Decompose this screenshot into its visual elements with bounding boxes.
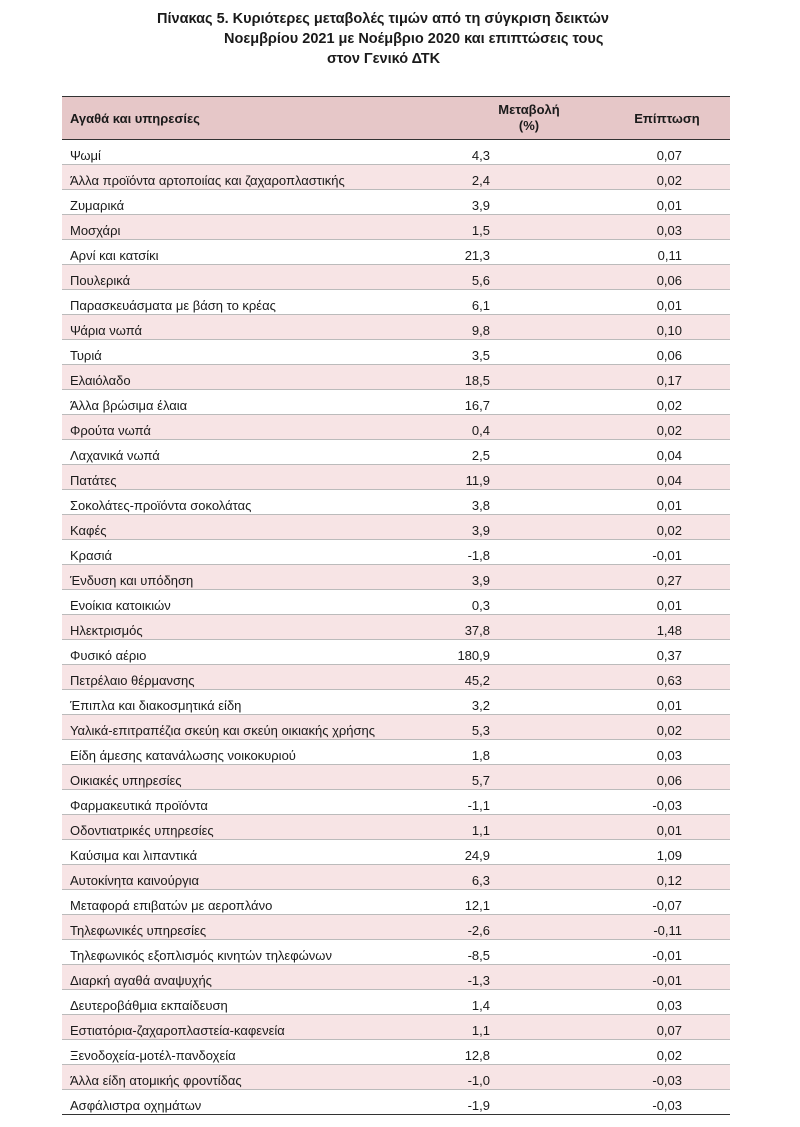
table-row	[62, 465, 730, 490]
row-item: Τυριά	[62, 340, 422, 365]
row-item: Κρασιά	[62, 540, 422, 565]
row-change: 1,5	[422, 215, 594, 240]
row-item: Λαχανικά νωπά	[62, 440, 422, 465]
row-change: 37,8	[422, 615, 594, 640]
table-row	[62, 490, 730, 515]
row-impact: 0,02	[594, 515, 730, 540]
row-item: Ξενοδοχεία-μοτέλ-πανδοχεία	[62, 1040, 422, 1065]
row-change: 3,2	[422, 690, 594, 715]
table-row	[62, 1065, 730, 1090]
table-row	[62, 815, 730, 840]
table-row	[62, 715, 730, 740]
table-row	[62, 915, 730, 940]
header-change-label: Μεταβολή	[498, 102, 560, 117]
row-change: -1,3	[422, 965, 594, 990]
table-row	[62, 965, 730, 990]
title-line-1: Πίνακας 5. Κυριότερες μεταβολές τιμών από τη σύγκριση δεικτών	[157, 11, 609, 27]
row-item: Άλλα είδη ατομικής φροντίδας	[62, 1065, 422, 1090]
row-change: 1,8	[422, 740, 594, 765]
row-impact: 0,12	[594, 865, 730, 890]
table-row	[62, 215, 730, 240]
row-item: Διαρκή αγαθά αναψυχής	[62, 965, 422, 990]
row-impact: 0,04	[594, 440, 730, 465]
row-item: Δευτεροβάθμια εκπαίδευση	[62, 990, 422, 1015]
row-item: Ηλεκτρισμός	[62, 615, 422, 640]
table-row	[62, 615, 730, 640]
row-impact: 0,03	[594, 990, 730, 1015]
row-impact: 0,27	[594, 565, 730, 590]
row-item: Φαρμακευτικά προϊόντα	[62, 790, 422, 815]
row-impact: 0,10	[594, 315, 730, 340]
row-item: Υαλικά-επιτραπέζια σκεύη και σκεύη οικιακής χρήσης	[62, 715, 422, 740]
row-impact: 0,07	[594, 1015, 730, 1040]
table-row	[62, 565, 730, 590]
row-impact: -0,03	[594, 1090, 730, 1115]
header-row	[62, 97, 730, 140]
row-item: Τηλεφωνικός εξοπλισμός κινητών τηλεφώνων	[62, 940, 422, 965]
row-change: 45,2	[422, 665, 594, 690]
table-body	[62, 140, 730, 1115]
row-change: -1,1	[422, 790, 594, 815]
row-change: 1,1	[422, 815, 594, 840]
row-item: Ενοίκια κατοικιών	[62, 590, 422, 615]
row-item: Άλλα προϊόντα αρτοποιίας και ζαχαροπλαστικής	[62, 165, 422, 190]
row-change: 16,7	[422, 390, 594, 415]
row-change: 24,9	[422, 840, 594, 865]
row-item: Ασφάλιστρα οχημάτων	[62, 1090, 422, 1115]
row-impact: 0,03	[594, 740, 730, 765]
row-impact: 0,11	[594, 240, 730, 265]
row-item: Παρασκευάσματα με βάση το κρέας	[62, 290, 422, 315]
row-item: Αρνί και κατσίκι	[62, 240, 422, 265]
table-row	[62, 1090, 730, 1115]
row-impact: 0,37	[594, 640, 730, 665]
row-change: 12,8	[422, 1040, 594, 1065]
table-row	[62, 265, 730, 290]
row-item: Μοσχάρι	[62, 215, 422, 240]
row-change: 5,3	[422, 715, 594, 740]
row-impact: 0,04	[594, 465, 730, 490]
table-row	[62, 1015, 730, 1040]
table-row	[62, 390, 730, 415]
row-change: -2,6	[422, 915, 594, 940]
row-item: Πουλερικά	[62, 265, 422, 290]
table-row	[62, 790, 730, 815]
table-row	[62, 315, 730, 340]
row-impact: -0,11	[594, 915, 730, 940]
row-change: 5,6	[422, 265, 594, 290]
title-line-3: στον Γενικό ΔΤΚ	[327, 51, 441, 67]
row-impact: 0,01	[594, 815, 730, 840]
row-item: Πετρέλαιο θέρμανσης	[62, 665, 422, 690]
header-change	[422, 97, 594, 140]
table-row	[62, 865, 730, 890]
row-change: -1,0	[422, 1065, 594, 1090]
row-impact: -0,01	[594, 940, 730, 965]
row-change: 6,1	[422, 290, 594, 315]
row-item: Ψάρια νωπά	[62, 315, 422, 340]
row-item: Είδη άμεσης κατανάλωσης νοικοκυριού	[62, 740, 422, 765]
row-change: 3,9	[422, 190, 594, 215]
table-row	[62, 415, 730, 440]
table-row	[62, 515, 730, 540]
row-impact: 0,06	[594, 340, 730, 365]
row-change: -8,5	[422, 940, 594, 965]
row-impact: -0,07	[594, 890, 730, 915]
row-item: Αυτοκίνητα καινούργια	[62, 865, 422, 890]
row-impact: 0,06	[594, 765, 730, 790]
table-row	[62, 240, 730, 265]
row-item: Οδοντιατρικές υπηρεσίες	[62, 815, 422, 840]
row-impact: -0,03	[594, 790, 730, 815]
table-header	[62, 97, 730, 140]
row-change: 3,8	[422, 490, 594, 515]
row-impact: 0,01	[594, 590, 730, 615]
row-change: 2,4	[422, 165, 594, 190]
table-row	[62, 990, 730, 1015]
row-impact: 0,02	[594, 1040, 730, 1065]
table-row	[62, 290, 730, 315]
row-impact: 0,01	[594, 290, 730, 315]
row-impact: 0,07	[594, 140, 730, 165]
row-change: 6,3	[422, 865, 594, 890]
row-item: Φυσικό αέριο	[62, 640, 422, 665]
row-change: 3,5	[422, 340, 594, 365]
row-impact: 0,17	[594, 365, 730, 390]
row-change: 1,4	[422, 990, 594, 1015]
row-change: 11,9	[422, 465, 594, 490]
row-impact: 0,02	[594, 390, 730, 415]
row-change: 12,1	[422, 890, 594, 915]
row-change: 1,1	[422, 1015, 594, 1040]
row-change: 21,3	[422, 240, 594, 265]
row-impact: 0,02	[594, 715, 730, 740]
row-impact: -0,01	[594, 965, 730, 990]
table-row	[62, 340, 730, 365]
table-row	[62, 640, 730, 665]
row-item: Σοκολάτες-προϊόντα σοκολάτας	[62, 490, 422, 515]
row-impact: 0,03	[594, 215, 730, 240]
table-row	[62, 665, 730, 690]
row-impact: 0,02	[594, 415, 730, 440]
table-row	[62, 165, 730, 190]
row-item: Φρούτα νωπά	[62, 415, 422, 440]
row-impact: 0,01	[594, 190, 730, 215]
row-impact: -0,01	[594, 540, 730, 565]
row-item: Ζυμαρικά	[62, 190, 422, 215]
table-row	[62, 190, 730, 215]
row-item: Οικιακές υπηρεσίες	[62, 765, 422, 790]
row-impact: 1,48	[594, 615, 730, 640]
row-change: 0,4	[422, 415, 594, 440]
table-row	[62, 440, 730, 465]
row-impact: -0,03	[594, 1065, 730, 1090]
table-row	[62, 540, 730, 565]
row-change: -1,9	[422, 1090, 594, 1115]
table-row	[62, 940, 730, 965]
row-item: Ένδυση και υπόδηση	[62, 565, 422, 590]
row-change: 3,9	[422, 515, 594, 540]
table-row	[62, 840, 730, 865]
row-item: Άλλα βρώσιμα έλαια	[62, 390, 422, 415]
row-change: 18,5	[422, 365, 594, 390]
row-change: 4,3	[422, 140, 594, 165]
row-item: Μεταφορά επιβατών με αεροπλάνο	[62, 890, 422, 915]
table-row	[62, 365, 730, 390]
row-item: Έπιπλα και διακοσμητικά είδη	[62, 690, 422, 715]
row-impact: 0,02	[594, 165, 730, 190]
row-item: Καύσιμα και λιπαντικά	[62, 840, 422, 865]
table-row	[62, 765, 730, 790]
table-row	[62, 890, 730, 915]
row-impact: 0,01	[594, 490, 730, 515]
row-impact: 0,63	[594, 665, 730, 690]
row-change: 0,3	[422, 590, 594, 615]
row-change: 180,9	[422, 640, 594, 665]
header-impact: Επίπτωση	[594, 97, 730, 140]
header-change-unit: (%)	[518, 118, 540, 133]
row-change: -1,8	[422, 540, 594, 565]
row-impact: 0,01	[594, 690, 730, 715]
row-item: Τηλεφωνικές υπηρεσίες	[62, 915, 422, 940]
row-item: Ελαιόλαδο	[62, 365, 422, 390]
table-row	[62, 140, 730, 165]
row-impact: 0,06	[594, 265, 730, 290]
row-change: 9,8	[422, 315, 594, 340]
table-row	[62, 690, 730, 715]
row-item: Πατάτες	[62, 465, 422, 490]
row-change: 5,7	[422, 765, 594, 790]
title-line-2: Νοεμβρίου 2021 με Νοέμβριο 2020 και επιπτώσεις τους	[224, 31, 604, 47]
header-goods: Αγαθά και υπηρεσίες	[62, 97, 422, 140]
table-row	[62, 1040, 730, 1065]
row-impact: 1,09	[594, 840, 730, 865]
price-changes-table	[62, 96, 730, 1115]
row-item: Εστιατόρια-ζαχαροπλαστεία-καφενεία	[62, 1015, 422, 1040]
table-row	[62, 740, 730, 765]
table-row	[62, 590, 730, 615]
row-change: 2,5	[422, 440, 594, 465]
row-change: 3,9	[422, 565, 594, 590]
row-item: Καφές	[62, 515, 422, 540]
row-item: Ψωμί	[62, 140, 422, 165]
